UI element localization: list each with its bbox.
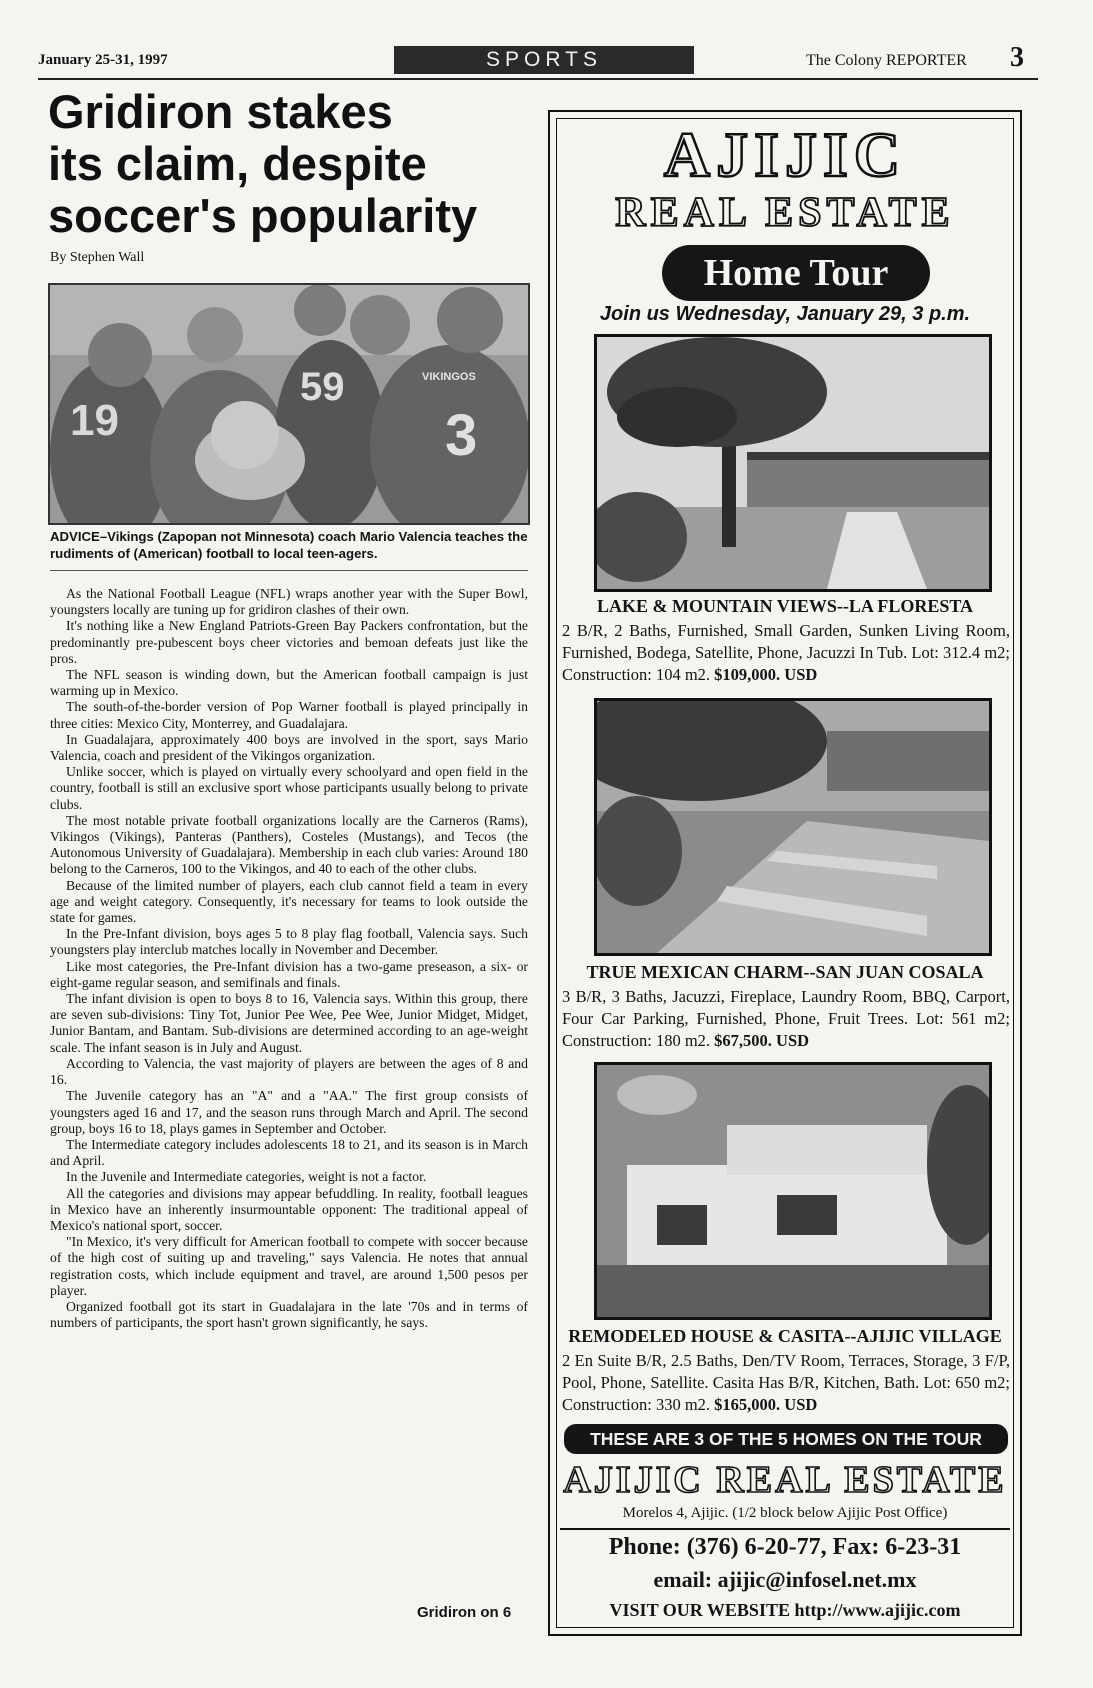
listing-title: LAKE & MOUNTAIN VIEWS--LA FLORESTA xyxy=(596,596,974,616)
continued-on-page: Gridiron on 6 xyxy=(417,1604,512,1621)
listing-features: 2 En Suite B/R, 2.5 Baths, Den/TV Room, Terraces, Storage, 3 F/P, Pool, Phone, Satellite. Casita Has B/R, Kitchen, Bath. Lot: 650 m2; Construction: 330 m2. xyxy=(562,1351,1010,1414)
listing-photo-ajijic-village xyxy=(594,1062,992,1320)
byline: By Stephen Wall xyxy=(50,250,145,265)
article-paragraph: In the Juvenile and Intermediate categories, weight is not a factor. xyxy=(66,1169,427,1185)
tour-date-line: Join us Wednesday, January 29, 3 p.m. xyxy=(599,303,971,325)
phone-fax: Phone: (376) 6-20-77, Fax: 6-23-31 xyxy=(608,1534,962,1560)
headline-line: its claim, despite xyxy=(48,137,427,190)
listing-features: 3 B/R, 3 Baths, Jacuzzi, Fireplace, Laundry Room, BBQ, Carport, Four Car Parking, Furnished, Phone, Fruit Trees. Lot: 561 m2; Construction: 180 m2. xyxy=(562,987,1010,1050)
office-address: Morelos 4, Ajijic. (1/2 block below Ajijic Post Office) xyxy=(622,1505,948,1521)
website-line: VISIT OUR WEBSITE http://www.ajijic.com xyxy=(609,1600,961,1620)
listing-details xyxy=(562,1350,1010,1416)
jersey-number: 59 xyxy=(300,365,345,409)
listing-title: REMODELED HOUSE & CASITA--AJIJIC VILLAGE xyxy=(568,1326,1002,1346)
listing-price: $165,000. USD xyxy=(714,1395,818,1414)
issue-date: January 25-31, 1997 xyxy=(38,52,168,68)
listing-features: 2 B/R, 2 Baths, Furnished, Small Garden, Sunken Living Room, Furnished, Bodega, Satellite, Phone, Jacuzzi In Tub. Lot: 312.4 m2; Construction: 104 m2. xyxy=(562,621,1010,684)
contact-rule xyxy=(560,1528,1010,1530)
paper-name: The Colony REPORTER xyxy=(806,52,967,69)
article-paragraph: "In Mexico, it's very difficult for American football to compete with soccer because of the high cost of suiting up and traveling," says Valencia. He notes that annual registration costs, which include equipment and travel, are around 1,500 pesos per player. xyxy=(50,1234,528,1298)
article-paragraph: It's nothing like a New England Patriots-Green Bay Packers confrontation, but the predominantly pre-pubescent boys cheer victories and bemoan defeats just like the pros. xyxy=(50,618,528,666)
article-paragraph: Like most categories, the Pre-Infant division has a two-game preseason, a six- or eight-game regular season, and semifinals and finals. xyxy=(50,958,528,990)
football-photo-illustration xyxy=(50,285,528,523)
listing-details xyxy=(562,620,1010,686)
ad-footer-logo: AJIJIC REAL ESTATE xyxy=(563,1459,1007,1501)
header-rule xyxy=(38,78,1038,80)
article-paragraph: The Intermediate category includes adolescents 18 to 21, and its season is in March and April. xyxy=(50,1136,528,1169)
article-paragraph: Unlike soccer, which is played on virtually every schoolyard and open field in the country, football is still an exclusive sport whose participants usually belong to private clubs. xyxy=(50,764,528,812)
house-with-tree-illustration xyxy=(597,337,989,589)
article-paragraph: As the National Football League (NFL) wraps another year with the Super Bowl, youngsters locally are tuning up for gridiron clashes of their own. xyxy=(50,586,528,618)
article-paragraph: The infant division is open to boys 8 to 16, Valencia says. Within this group, there are seven sub-divisions: Tiny Tot, Junior Pee Wee, Pee Wee, Junior Midget, Midget, Junior Bantam, and Bantam. Sub-divisions are determined according to an age-weight scale. The infant season is in July and August. xyxy=(50,991,528,1055)
jersey-number: 3 xyxy=(445,403,478,468)
photo-caption: ADVICE–Vikings (Zapopan not Minnesota) coach Mario Valencia teaches the rudiments of (American) football to local teen-agers. xyxy=(50,529,528,561)
article-paragraph: According to Valencia, the vast majority of players are between the ages of 8 and 16. xyxy=(50,1055,528,1088)
article-paragraph: All the categories and divisions may appear befuddling. In reality, football leagues in Mexico have an inherently insurmountable opponent: The traditional appeal of Mexico's national sport, soccer. xyxy=(50,1185,528,1233)
jersey-team-text: VIKINGOS xyxy=(422,371,476,383)
article-paragraph: In Guadalajara, approximately 400 boys are involved in the sport, says Mario Valencia, coach and president of the Vikingos organization. xyxy=(50,731,528,764)
garden-house-illustration xyxy=(597,701,989,953)
article-paragraph: Organized football got its start in Guadalajara in the late '70s and in terms of numbers of participants, the sport hasn't grown significantly, he says. xyxy=(50,1298,528,1331)
white-house-illustration xyxy=(597,1065,989,1317)
article-paragraph: In the Pre-Infant division, boys ages 5 to 8 play flag football, Valencia says. Such youngsters play interclub matches locally in November and December. xyxy=(50,926,528,958)
article-paragraph: The south-of-the-border version of Pop Warner football is played principally in three cities: Mexico City, Monterrey, and Guadalajara. xyxy=(50,699,528,731)
headline-line: Gridiron stakes xyxy=(48,85,393,138)
article-paragraph: Because of the limited number of players, each club cannot field a team in every age and weight category. Consequently, it's necessary for teams to look outside the state for games. xyxy=(50,877,528,926)
listing-photo-san-juan-cosala xyxy=(594,698,992,956)
football-team-photo xyxy=(48,283,530,525)
ad-logo-real-estate: REAL ESTATE xyxy=(615,190,955,236)
listing-details xyxy=(562,986,1010,1052)
tour-banner: THESE ARE 3 OF THE 5 HOMES ON THE TOUR xyxy=(564,1424,1008,1454)
headline xyxy=(48,86,548,242)
listing-price: $67,500. USD xyxy=(714,1031,810,1050)
email-address: email: ajijic@infosel.net.mx xyxy=(653,1567,917,1592)
article-paragraph: The most notable private football organizations locally are the Carneros (Rams), Vikingos (Vikings), Panteras (Panthers), Costeles (Mustangs), and Tecos (the Autonomous University of Guadalajara). Membership in each club varies: Around 180 belong to the Carneros, 100 to the Vikingos, and 40 to each of the other clubs. xyxy=(50,812,528,877)
listing-price: $109,000. USD xyxy=(714,665,818,684)
caption-rule xyxy=(50,570,528,571)
page-number: 3 xyxy=(1010,42,1024,73)
article-paragraph: The NFL season is winding down, but the American football campaign is just warming up in Mexico. xyxy=(50,667,528,699)
headline-line: soccer's popularity xyxy=(48,189,478,242)
listing-photo-la-floresta xyxy=(594,334,992,592)
article-body xyxy=(50,586,528,1571)
listing-title: TRUE MEXICAN CHARM--SAN JUAN COSALA xyxy=(586,962,984,982)
ad-logo-ajijic: AJIJIC xyxy=(663,119,907,190)
section-label: SPORTS xyxy=(394,46,694,74)
jersey-number: 19 xyxy=(70,396,119,445)
article-paragraph: The Juvenile category has an "A" and a "AA." The first group consists of youngsters aged 16 and 17, and the season runs through March and April. The second group, boys 16 to 18, plays games in September and October. xyxy=(50,1088,528,1136)
home-tour-badge: Home Tour xyxy=(662,245,930,301)
